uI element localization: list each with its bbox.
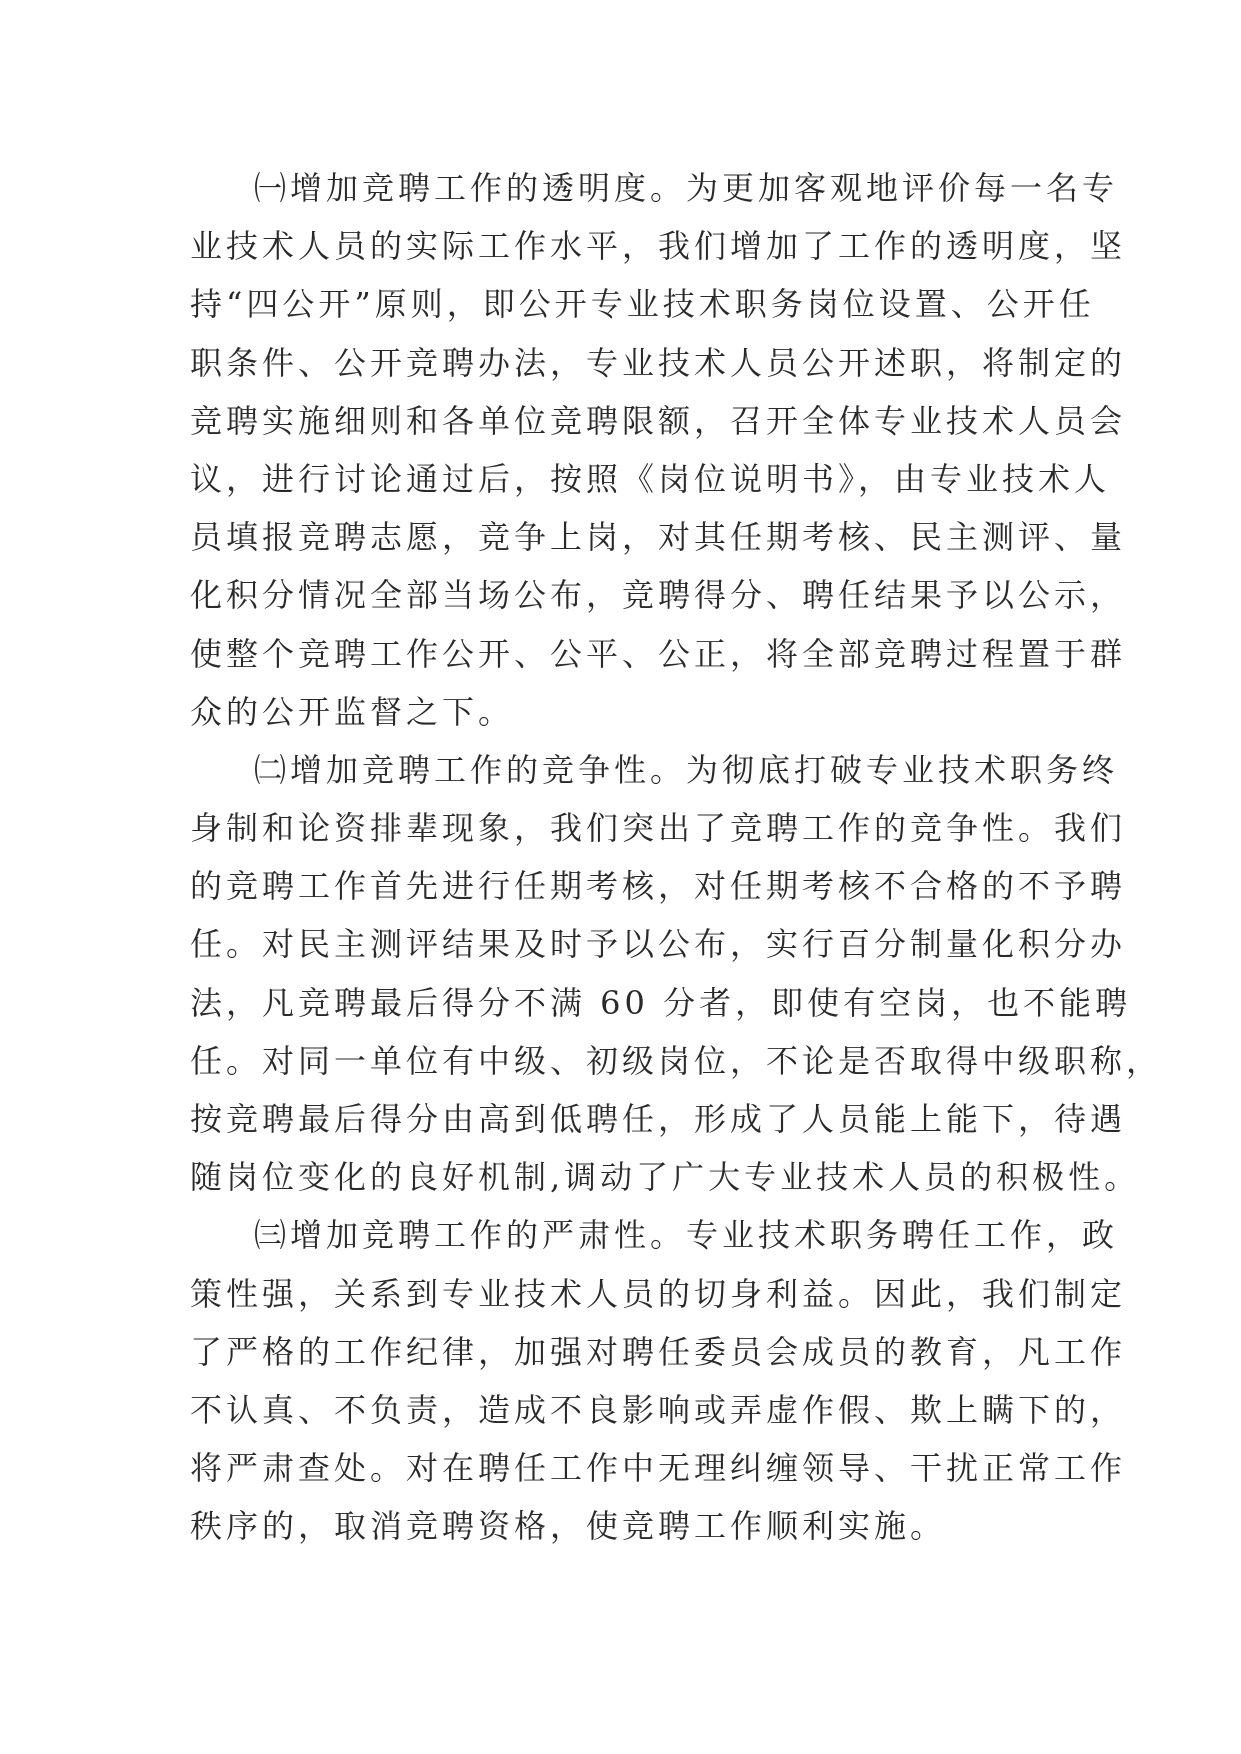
text-line: ㈠增加竞聘工作的透明度。为更加客观地评价每一名专 (254, 169, 1119, 207)
text-line: ㈢增加竞聘工作的严肃性。专业技术职务聘任工作，政 (254, 1216, 1119, 1255)
text-line: 竞聘实施细则和各单位竞聘限额，召开全体专业技术人员会 (190, 401, 1127, 440)
text-line: 秩序的，取消竞聘资格，使竞聘工作顺利实施。 (190, 1507, 947, 1546)
paragraph-competitiveness (190, 741, 1163, 1207)
text-line: 策性强，关系到专业技术人员的切身利益。因此，我们制定 (190, 1274, 1127, 1313)
text-line: 任。对同一单位有中级、初级岗位，不论是否取得中级职称， (190, 1041, 1163, 1080)
text-line: 任。对民主测评结果及时予以公布，实行百分制量化积分办 (190, 925, 1127, 964)
text-line: 众的公开监督之下。 (190, 692, 515, 731)
text-line: 身制和论资排辈现象，我们突出了竞聘工作的竞争性。我们 (190, 809, 1127, 848)
text-line: 化积分情况全部当场公布，竞聘得分、聘任结果予以公示， (190, 576, 1127, 615)
text-line: 随岗位变化的良好机制,调动了广大专业技术人员的积极性。 (190, 1158, 1141, 1197)
paragraph-seriousness (190, 1206, 1127, 1555)
text-line: 按竞聘最后得分由高到低聘任，形成了人员能上能下，待遇 (190, 1100, 1127, 1138)
text-line: 法，凡竞聘最后得分不满 60 分者，即使有空岗，也不能聘 (190, 983, 1132, 1022)
text-line: 业技术人员的实际工作水平，我们增加了工作的透明度，坚 (190, 227, 1127, 266)
text-line: 了严格的工作纪律，加强对聘任委员会成员的教育，凡工作 (190, 1332, 1127, 1371)
text-line: 的竞聘工作首先进行任期考核，对任期考核不合格的不予聘 (190, 867, 1127, 906)
text-line: 议，进行讨论通过后，按照《岗位说明书》，由专业技术人 (190, 459, 1111, 498)
text-line: 不认真、不负责，造成不良影响或弄虚作假、欺上瞒下的， (190, 1390, 1127, 1429)
text-line: 将严肃查处。对在聘任工作中无理纠缠领导、干扰正常工作 (190, 1449, 1127, 1488)
text-line: 员填报竞聘志愿，竞争上岗，对其任期考核、民主测评、量 (190, 518, 1127, 557)
text-line: ㈡增加竞聘工作的竞争性。为彻底打破专业技术职务终 (254, 750, 1119, 789)
document-body (190, 159, 1163, 1556)
text-line: 持“四公开”原则，即公开专业技术职务岗位设置、公开任 (190, 285, 1095, 324)
paragraph-transparency (190, 159, 1127, 741)
text-line: 使整个竞聘工作公开、公平、公正，将全部竞聘过程置于群 (190, 634, 1127, 673)
text-line: 职条件、公开竞聘办法，专业技术人员公开述职，将制定的 (190, 343, 1127, 382)
